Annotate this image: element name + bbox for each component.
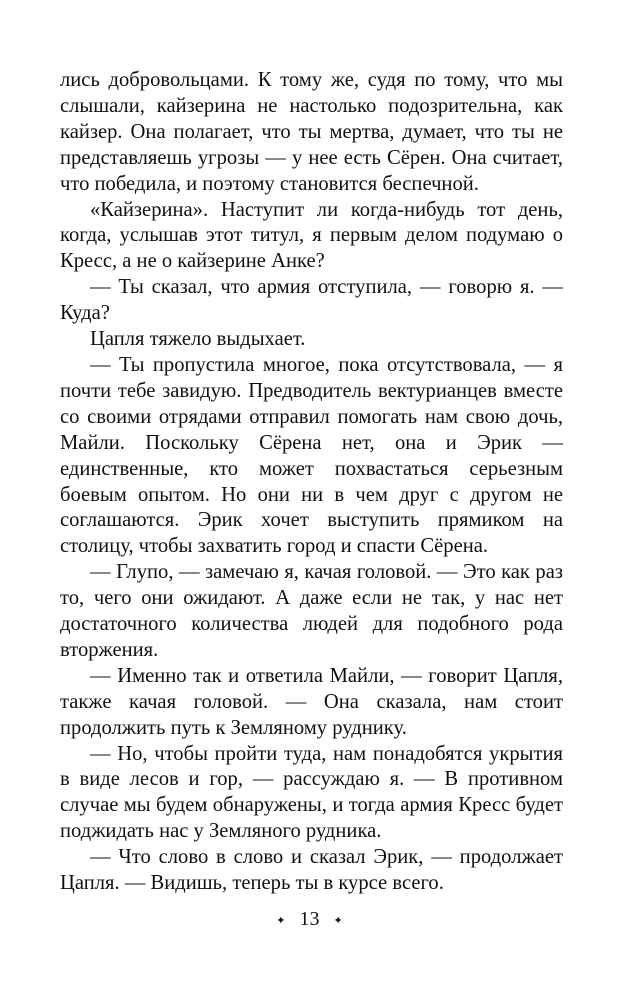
paragraph-3: — Ты сказал, что армия отступила, — говорю я. — Куда?: [60, 276, 563, 325]
page-body: [60, 68, 563, 897]
paragraph-6: — Глупо, — замечаю я, качая головой. — Это как раз то, чего они ожидают. А даже если не так, у нас нет достаточного количества людей для подобного рода вторжения.: [60, 561, 563, 661]
paragraph-5: — Ты пропустила многое, пока отсутствовала, — я почти тебе завидую. Предводитель вектурианцев вместе со своими отрядами отправил помогать нам свою дочь, Майли. Поскольку Сёрена нет, она и Эрик — единственные, кто может похвастаться серьезным боевым опытом. Но они ни в чем друг с другом не соглашаются. Эрик хочет выступить прямиком на столицу, чтобы захватить город и спасти Сёрена.: [60, 353, 563, 558]
paragraph-1: лись добровольцами. К тому же, судя по тому, что мы слышали, кайзерина не настолько подозрительна, как кайзер. Она полагает, что ты мертва, думает, что ты не представляешь угрозы — у нее есть Сёрен. Она считает, что победила, и поэтому становится беспечной.: [60, 69, 563, 195]
page-number: 13: [299, 908, 320, 930]
paragraph-7: — Именно так и ответила Майли, — говорит Цапля, также качая головой. — Она сказала, нам стоит продолжить путь к Земляному руднику.: [60, 664, 563, 739]
paragraph-4: Цапля тяжело выдыхает.: [90, 328, 306, 351]
ornament-left-icon: ✦: [276, 914, 286, 927]
paragraph-2: «Кайзерина». Наступит ли когда-нибудь тот день, когда, услышав этот титул, я первым делом подумаю о Кресс, а не о кайзерине Анке?: [60, 198, 563, 273]
ornament-right-icon: ✦: [333, 914, 343, 927]
paragraph-8: — Но, чтобы пройти туда, нам понадобятся укрытия в виде лесов и гор, — рассуждаю я. — В противном случае мы будем обнаружены, и тогда армия Кресс будет поджидать нас у Земляного рудника.: [60, 742, 563, 843]
page-footer: [0, 908, 619, 931]
paragraph-9: — Что слово в слово и сказал Эрик, — продолжает Цапля. — Видишь, теперь ты в курсе всего.: [60, 846, 563, 895]
